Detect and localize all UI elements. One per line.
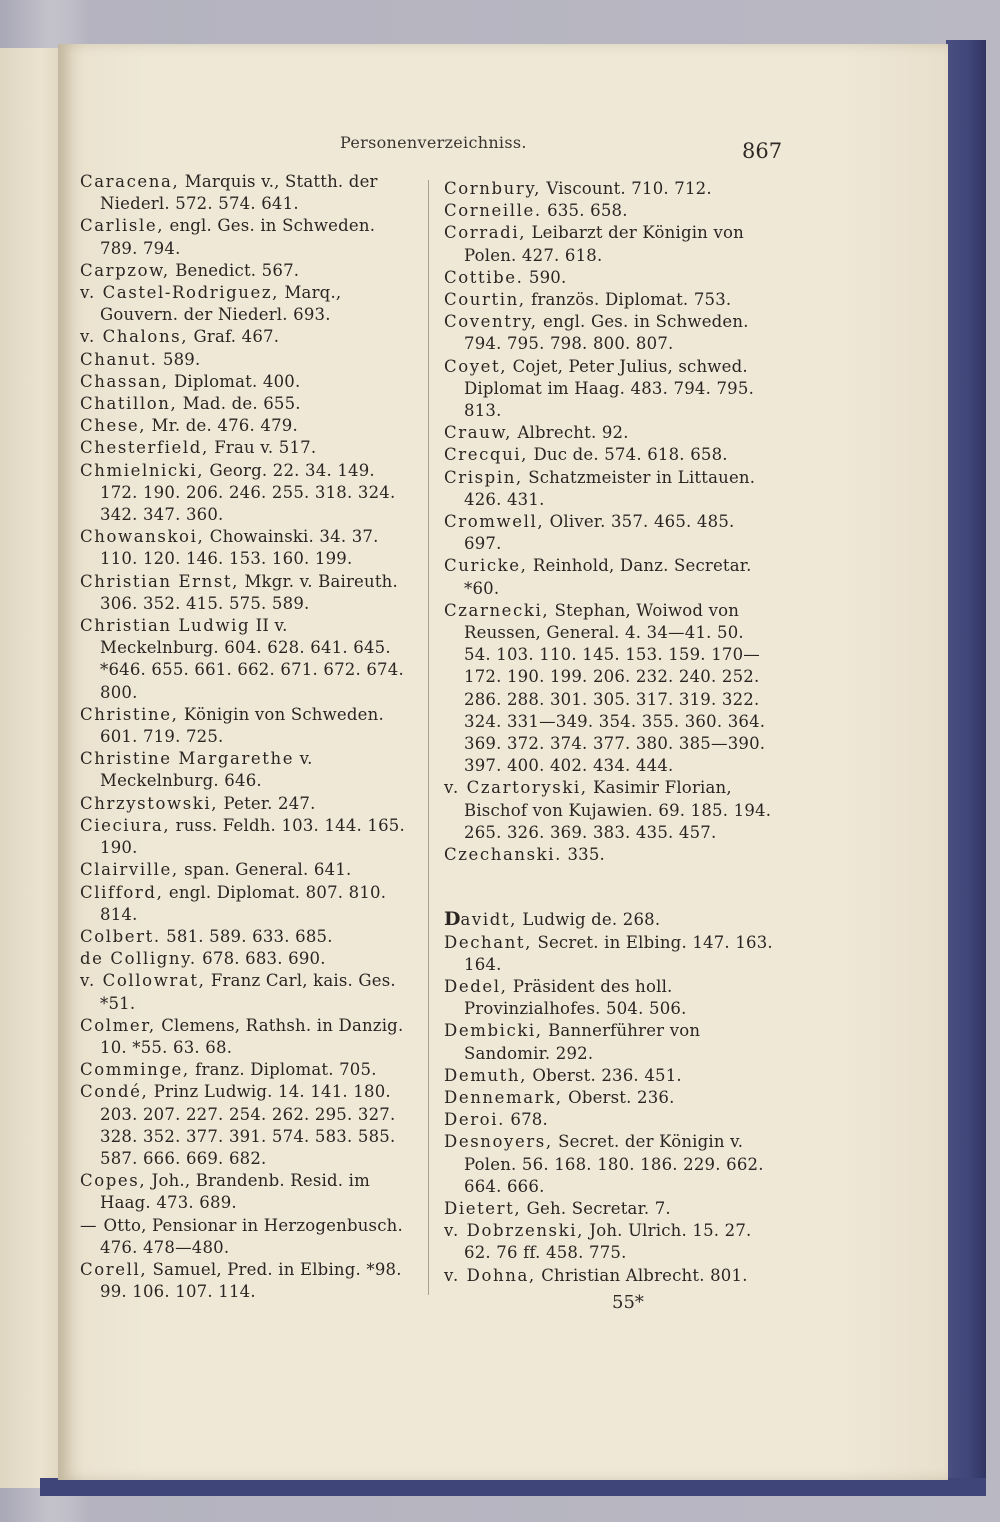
entry-references: Joh., Brandenb. Resid. im Haag. 473. 689.	[100, 1171, 370, 1213]
index-entry	[444, 1220, 774, 1264]
entry-name: Cottibe.	[444, 267, 524, 287]
entry-references: Samuel, Pred. in Elbing. *98. 99. 106. 107. 114.	[100, 1259, 402, 1302]
entry-name: Coventry,	[444, 312, 538, 332]
index-entry	[80, 704, 410, 748]
index-entry	[80, 948, 410, 970]
entry-name: Dechant,	[444, 932, 533, 952]
index-entry	[444, 311, 774, 355]
entry-name: Corradi,	[444, 223, 527, 243]
index-column-right	[444, 178, 774, 1287]
entry-references: engl. Diplomat. 807. 810. 814.	[100, 882, 387, 924]
entry-references: Bannerführer von Sandomir. 292.	[464, 1021, 701, 1063]
entry-name: Crauw,	[444, 423, 512, 443]
entry-name: Dietert,	[444, 1198, 522, 1218]
index-entry	[444, 267, 774, 289]
index-entry	[444, 356, 774, 423]
entry-name: Crispin,	[444, 467, 523, 487]
entry-references: 589.	[157, 349, 201, 369]
entry-name: Chowanskoi,	[80, 527, 205, 547]
entry-references: Viscount. 710. 712.	[540, 179, 712, 198]
entry-references: Oliver. 357. 465. 485. 697.	[464, 512, 735, 554]
index-entry	[80, 215, 410, 259]
entry-name: v. Castel-Rodriguez,	[80, 283, 280, 303]
entry-references: Reinhold, Danz. Secretar. *60.	[464, 556, 752, 598]
index-entry	[444, 1065, 774, 1087]
entry-references: Frau v. 517.	[208, 438, 317, 458]
entry-name: Dembicki,	[444, 1021, 543, 1041]
entry-name: Czechanski.	[444, 845, 563, 865]
entry-references: Mad. de. 655.	[177, 394, 301, 414]
index-entry	[80, 526, 410, 570]
index-entry	[444, 1109, 774, 1131]
entry-name: Chassan,	[80, 371, 169, 391]
entry-references: französ. Diplomat. 753.	[525, 290, 732, 310]
entry-references: Geh. Secretar. 7.	[521, 1198, 671, 1218]
entry-references: Mkgr. v. Baireuth. 306. 352. 415. 575. 589.	[100, 571, 398, 613]
entry-references: Georg. 22. 34. 149. 172. 190. 206. 246. 255. 318. 324. 342. 347. 360.	[100, 460, 396, 525]
entry-references: Leibarzt der Königin von Polen. 427. 618.	[464, 223, 744, 265]
index-entry	[444, 908, 774, 931]
entry-name: avidt,	[460, 910, 517, 930]
entry-name: Coyet,	[444, 356, 508, 376]
entry-references: Duc de. 574. 618. 658.	[528, 445, 728, 465]
entry-references: Benedict. 567.	[169, 260, 300, 280]
entry-name: Cieciura,	[80, 815, 171, 835]
entry-name: Courtin,	[444, 290, 526, 310]
entry-references: 678. 683. 690.	[196, 949, 326, 969]
index-entry	[80, 326, 410, 348]
entry-name: Curicke,	[444, 556, 528, 576]
index-entry	[80, 282, 410, 326]
index-entry	[80, 371, 410, 393]
entry-references: Oberst. 236. 451.	[526, 1065, 682, 1085]
entry-name: Desnoyers,	[444, 1132, 553, 1152]
index-entry	[80, 349, 410, 371]
entry-references: engl. Ges. in Schweden. 794. 795. 798. 800. 807.	[464, 312, 749, 354]
index-entry	[80, 748, 410, 792]
entry-references: Secret. in Elbing. 147. 163. 164.	[464, 932, 773, 974]
entry-name: Crecqui,	[444, 445, 529, 465]
index-entry	[80, 415, 410, 437]
index-entry	[444, 1198, 774, 1220]
entry-references: Präsident des holl. Provinzialhofes. 504. 506.	[464, 976, 687, 1019]
entry-references: Otto, Pensionar in Herzogenbusch. 476. 478—480.	[98, 1215, 403, 1257]
index-entry	[444, 1020, 774, 1064]
entry-name: Carpzow,	[80, 260, 170, 280]
index-entry	[444, 444, 774, 466]
entry-name: Clairville,	[80, 860, 179, 880]
entry-name: Corell,	[80, 1259, 148, 1279]
index-entry	[80, 815, 410, 859]
signature-mark: 55*	[612, 1292, 644, 1313]
entry-name: Colmer,	[80, 1015, 156, 1035]
entry-references: Albrecht. 92.	[512, 423, 629, 443]
index-entry	[80, 437, 410, 459]
book-binding-right	[946, 40, 986, 1480]
entry-references: Peter. 247.	[218, 793, 316, 813]
entry-name: Carlisle,	[80, 216, 165, 236]
index-entry	[444, 1087, 774, 1109]
index-entry	[444, 422, 774, 444]
entry-references: Stephan, Woiwod von Reussen, General. 4. 34—41. 50. 54. 103. 110. 145. 153. 159. 170—172. 190. 199. 206. 232. 240. 252. 286. 288. 301. 305. 317. 319. 322. 324. 331—349. 354. 355. 360. 364. 369. 372. 374. 377. 380. 385—390. 397. 400. 402. 434. 444.	[464, 600, 766, 776]
entry-name: Christian Ernst,	[80, 571, 240, 591]
entry-name: Christian Ludwig	[80, 616, 251, 636]
entry-name: Cornbury,	[444, 179, 541, 198]
index-entry	[444, 200, 774, 222]
index-entry	[80, 970, 410, 1014]
entry-name: Caracena,	[80, 172, 180, 191]
entry-references: Diplomat. 400.	[168, 371, 301, 391]
entry-references: span. General. 641.	[178, 860, 352, 880]
index-entry	[444, 932, 774, 976]
entry-references: Kasimir Florian, Bischof von Kujawien. 69. 185. 194. 265. 326. 369. 383. 435. 457.	[464, 778, 772, 842]
index-entry	[444, 1131, 774, 1198]
index-entry	[80, 1059, 410, 1081]
index-entry	[80, 926, 410, 948]
entry-name: Christine Margarethe	[80, 749, 295, 769]
index-entry	[444, 555, 774, 599]
entry-references: 581. 589. 633. 685.	[160, 926, 333, 946]
entry-name: Dedel,	[444, 976, 508, 996]
entry-name: Chesterfield,	[80, 438, 209, 458]
entry-references: Prinz Ludwig. 14. 141. 180. 203. 207. 227. 254. 262. 295. 327. 328. 352. 377. 391. 574. 583. 585. 587. 666. 669. 682.	[100, 1082, 396, 1168]
entry-name: Chrzystowski,	[80, 793, 219, 813]
index-section-c	[444, 178, 774, 866]
entry-references: franz. Diplomat. 705.	[189, 1060, 377, 1080]
entry-name: Czarnecki,	[444, 600, 550, 620]
entry-references: 678.	[504, 1110, 548, 1130]
entry-references: 590.	[523, 267, 567, 287]
index-entry	[444, 1265, 774, 1287]
entry-references: Cojet, Peter Julius, schwed. Diplomat im Haag. 483. 794. 795. 813.	[464, 356, 755, 421]
entry-references: Oberst. 236.	[562, 1087, 675, 1107]
entry-references: Marq., Gouvern. der Niederl. 693.	[100, 283, 342, 325]
entry-name: Deroi.	[444, 1110, 505, 1130]
entry-references: Marquis v., Statth. der Niederl. 572. 574. 641.	[100, 172, 378, 214]
entry-name: Chatillon,	[80, 394, 178, 414]
index-entry	[80, 460, 410, 527]
entry-name: v. Czartoryski,	[444, 778, 588, 798]
entry-references: Joh. Ulrich. 15. 27. 62. 76 ff. 458. 775.	[464, 1221, 752, 1263]
index-entry	[80, 793, 410, 815]
index-entry	[444, 289, 774, 311]
index-entry	[80, 1170, 410, 1214]
index-entry	[444, 222, 774, 266]
entry-references: Graf. 467.	[188, 327, 280, 347]
entry-name: v. Collowrat,	[80, 971, 206, 991]
section-initial: D	[444, 908, 461, 931]
index-entry	[80, 1215, 410, 1259]
entry-name: de Colligny.	[80, 949, 197, 969]
index-entry	[444, 178, 774, 200]
entry-name: Dennemark,	[444, 1087, 563, 1107]
index-entry	[80, 260, 410, 282]
entry-references: 635. 658.	[541, 201, 628, 221]
entry-references: Königin von Schweden. 601. 719. 725.	[100, 704, 384, 747]
entry-references: Christian Albrecht. 801.	[535, 1265, 748, 1285]
entry-references: Mr. de. 476. 479.	[146, 416, 298, 436]
book-binding-bottom	[40, 1478, 986, 1496]
entry-name: Christine,	[80, 704, 179, 724]
entry-name: Condé,	[80, 1082, 149, 1102]
entry-references: engl. Ges. in Schweden. 789. 794.	[100, 216, 376, 258]
index-section-d	[444, 908, 774, 1286]
entry-name: v. Dohna,	[444, 1265, 536, 1285]
index-entry	[80, 615, 410, 704]
index-entry	[80, 1081, 410, 1170]
entry-name: Colbert.	[80, 926, 161, 946]
entry-references: Clemens, Rathsh. in Danzig. 10. *55. 63. 68.	[100, 1015, 404, 1057]
left-page-edge	[0, 48, 58, 1488]
index-entry	[444, 777, 774, 844]
index-entry	[444, 467, 774, 511]
entry-name: Comminge,	[80, 1060, 190, 1080]
entry-name: Cromwell,	[444, 512, 545, 532]
entry-references: Ludwig de. 268.	[516, 910, 661, 930]
entry-name: Chanut.	[80, 349, 158, 369]
index-entry	[80, 882, 410, 926]
entry-references: Chowainski. 34. 37. 110. 120. 146. 153. 160. 199.	[100, 527, 379, 569]
entry-name: Clifford,	[80, 882, 164, 902]
entry-name: v. Dobrzenski,	[444, 1221, 584, 1241]
index-entry	[80, 171, 410, 215]
entry-references: Secret. der Königin v. Polen. 56. 168. 180. 186. 229. 662. 664. 666.	[464, 1132, 764, 1196]
index-entry	[80, 859, 410, 881]
running-head: Personenverzeichniss.	[340, 133, 527, 152]
index-entry	[80, 1259, 410, 1303]
index-entry	[444, 976, 774, 1020]
entry-name: Chese,	[80, 416, 147, 436]
entry-references: Schatzmeister in Littauen. 426. 431.	[464, 467, 756, 509]
entry-name: Chmielnicki,	[80, 460, 205, 480]
index-entry	[444, 844, 774, 866]
index-entry	[80, 571, 410, 615]
entry-references: Franz Carl, kais. Ges. *51.	[100, 971, 396, 1013]
index-entry	[444, 511, 774, 555]
entry-name: Corneille.	[444, 201, 542, 221]
index-column-left	[80, 171, 410, 1303]
entry-name: Demuth,	[444, 1065, 527, 1085]
entry-references: II v. Meckelnburg. 604. 628. 641. 645. *646. 655. 661. 662. 671. 672. 674. 800.	[100, 616, 404, 702]
entry-name: Copes,	[80, 1171, 147, 1191]
entry-references: 335.	[562, 845, 605, 865]
entry-name: v. Chalons,	[80, 327, 189, 347]
entry-references: russ. Feldh. 103. 144. 165. 190.	[100, 815, 405, 858]
index-entry	[80, 393, 410, 415]
entry-references: v. Meckelnburg. 646.	[100, 749, 313, 791]
page-number: 867	[742, 139, 783, 163]
section-gap	[444, 866, 774, 908]
index-entry	[444, 600, 774, 778]
index-entry	[80, 1015, 410, 1059]
entry-name: —	[80, 1215, 99, 1235]
column-divider	[428, 180, 429, 1295]
